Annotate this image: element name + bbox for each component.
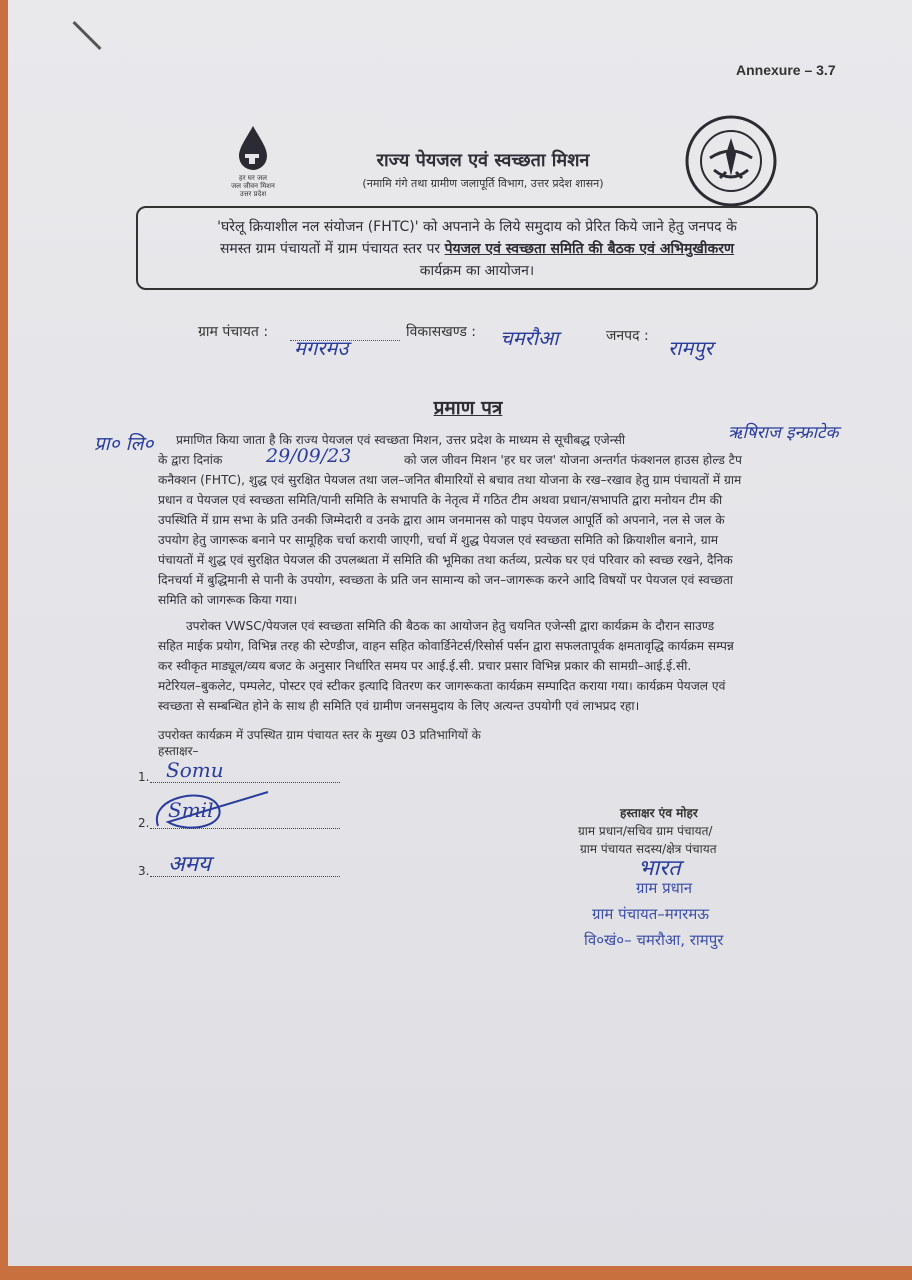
handwritten-margin-note: प्रा० लि०	[94, 433, 154, 455]
participant-2-signature: Smil	[168, 798, 214, 822]
signatory-line1: हस्ताक्षर एंव मोहर	[620, 806, 698, 820]
para1-line7: पंचायतों में शुद्ध एवं सुरक्षित पेयजल की उपलब्धता में समिति की भूमिका तथा कर्तव्य, प्रत्येक घर एवं परिवार को स्वच्छ रखने, दैनिक	[158, 553, 733, 567]
mission-title: राज्य पेयजल एवं स्वच्छता मिशन	[376, 150, 590, 171]
water-drop-icon	[233, 124, 273, 172]
program-title-box	[136, 206, 818, 290]
stamp-line1: ग्राम प्रधान	[636, 879, 693, 897]
box-line-2-bold: पेयजल एवं स्वच्छता समिति की बैठक एवं अभिमुखीकरण	[444, 241, 735, 257]
box-line-2	[154, 238, 800, 260]
gram-panchayat-label: ग्राम पंचायत :	[198, 324, 269, 340]
stamp-line2: ग्राम पंचायत–मगरमऊ	[592, 905, 710, 923]
para1-line1: प्रमाणित किया जाता है कि राज्य पेयजल एवं स्वच्छता मिशन, उत्तर प्रदेश के माध्यम से सूचीबद्ध एजेन्सी	[176, 433, 626, 447]
har-ghar-jal-logo	[218, 124, 288, 198]
block-label: विकासखण्ड :	[406, 324, 477, 340]
logo-left-line2: जल जीवन मिशन	[231, 182, 275, 190]
district-label: जनपद :	[606, 328, 649, 344]
participants-intro-signature: हस्ताक्षर–	[158, 744, 199, 758]
para2-line5: स्वच्छता से सम्बन्धित होने के साथ ही समिति एवं ग्रामीण जनसमुदाय के लिए अत्यन्त उपयोगी एवं लाभप्रद रहा।	[158, 699, 640, 713]
handwritten-agency-name: ऋषिराज इन्फ्राटेक	[728, 423, 839, 443]
para1-line5: उपस्थिति में ग्राम सभा के प्रति उनकी जिम्मेदारी व उनके द्वारा आम जनमानस को पाइप पेयजल आपूर्ति को अपनाने, नल से जल के	[158, 513, 725, 527]
handwritten-date: 29/09/23	[266, 445, 352, 467]
signature-loop-icon	[148, 786, 278, 836]
signatory-line2: ग्राम प्रधान/सचिव ग्राम पंचायत/	[578, 824, 713, 838]
para1-line9: समिति को जागरूक किया गया।	[158, 593, 298, 607]
para1-line3: कनैक्शन (FHTC), शुद्ध एवं सुरक्षित पेयजल तथा जल–जनित बीमारियों से बचाव तथा योजना के रख–रखाव हेतु ग्राम पंचायतों में ग्राम	[158, 473, 742, 487]
box-line-2-text: समस्त ग्राम पंचायतों में ग्राम पंचायत स्तर पर	[219, 241, 445, 257]
pradhan-signature: भारत	[638, 856, 681, 881]
gram-dotted-line	[290, 340, 400, 341]
participant-3-signature: अमय	[168, 852, 211, 877]
para1-line2b: को जल जीवन मिशन 'हर घर जल' योजना अन्तर्गत फंक्शनल हाउस होल्ड टैप	[404, 453, 742, 467]
block-value: चमरौआ	[500, 326, 559, 350]
participants-intro: उपरोक्त कार्यक्रम में उपस्थित ग्राम पंचायत स्तर के मुख्य 03 प्रतिभागियों के	[158, 728, 481, 742]
participant-2-number: 2.	[138, 816, 150, 830]
gram-panchayat-value: मगरमउ	[294, 336, 349, 360]
logo-left-line1: हर घर जल	[239, 174, 267, 182]
box-line-1: 'घरेलू क्रियाशील नल संयोजन (FHTC)' को अपनाने के लिये समुदाय को प्रेरित किये जाने हेतु जनपद के	[217, 219, 737, 235]
stamp-line3: वि०खं०– चमरौआ, रामपुर	[584, 931, 724, 949]
mission-subtitle: (नमामि गंगे तथा ग्रामीण जलापूर्ति विभाग, उत्तर प्रदेश शासन)	[362, 177, 604, 190]
para1-line6: उपयोग हेतु जागरूक बनाने पर सामूहिक चर्चा करायी जाएगी, चर्चा में शुद्ध पेयजल एवं स्वच्छता समिति को क्रियाशील बनाने, ग्राम	[158, 533, 719, 547]
emblem-icon	[684, 114, 778, 208]
signatory-line3: ग्राम पंचायत सदस्य/क्षेत्र पंचायत	[580, 842, 717, 856]
para1-line4: प्रधान व पेयजल एवं स्वच्छता समिति/पानी समिति के सभापति के नेतृत्व में गठित टीम अथवा प्रधान/सभापति द्वारा मनोयन टीम की	[158, 493, 723, 507]
para2-line4: मटेरियल–बुकलेट, पम्पलेट, पोस्टर एवं स्टीकर इत्यादि वितरण कर जागरूकता कार्यक्रम सम्पादित कराया गया। कार्यक्रम पेयजल एवं	[158, 679, 726, 693]
para2-line3: कर स्वीकृत माड्यूल/व्यय बजट के अनुसार निर्धारित समय पर आई.ई.सी. प्रचार प्रसार विभिन्न प्रकार की सामग्री–आई.ई.सी.	[158, 659, 692, 673]
para2-line1: उपरोक्त VWSC/पेयजल एवं स्वच्छता समिति की बैठक का आयोजन हेतु चयनित एजेन्सी द्वारा कार्यक्रम के दौरान साउण्ड	[186, 619, 715, 633]
participant-3-number: 3.	[138, 864, 150, 878]
up-government-emblem	[684, 114, 778, 208]
participant-1-number: 1.	[138, 770, 150, 784]
district-value: रामपुर	[668, 336, 713, 360]
para1-line8: दिनचर्या में बुद्धिमानी से पानी के उपयोग, स्वच्छता के प्रति जन सामान्य को जन–जागरूक करने आदि विषयों पर पेयजल एवं स्वच्छता	[158, 573, 733, 587]
para1-line2a: के द्वारा दिनांक	[158, 453, 223, 467]
logo-left-line3: उत्तर प्रदेश	[239, 190, 267, 198]
box-line-3: कार्यक्रम का आयोजन।	[419, 263, 535, 279]
certificate-title: प्रमाण पत्र	[433, 397, 503, 419]
para2-line2: सहित माईक प्रयोग, विभिन्न तरह की स्टेण्डीज, वाहन सहित कोवार्डिनेटर्स/रिसोर्स पर्सन द्वारा सफलतापूर्वक क्षमतावृद्धि कार्यक्रम सम्पन्न	[158, 639, 734, 653]
document-sheet	[8, 0, 912, 1266]
annexure-label: Annexure – 3.7	[736, 62, 836, 78]
participant-1-signature: Somu	[166, 758, 224, 782]
staple-mark	[73, 21, 102, 50]
